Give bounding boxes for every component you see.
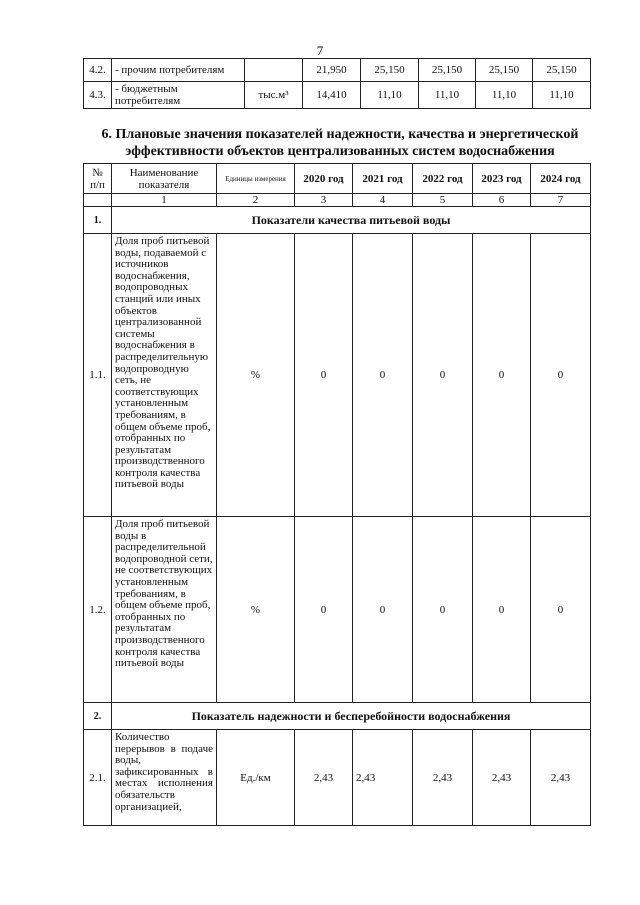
value-cell: 11,10 <box>361 82 419 109</box>
value-cell: 0 <box>413 517 473 703</box>
column-number: 3 <box>295 194 353 207</box>
row-number: 4.2. <box>84 59 112 82</box>
value-cell: 25,150 <box>533 59 591 82</box>
row-number: 4.3. <box>84 82 112 109</box>
row-unit: Ед./км <box>217 730 295 826</box>
value-cell: 0 <box>413 234 473 517</box>
table-row <box>84 59 591 82</box>
value-cell: 25,150 <box>419 59 476 82</box>
value-cell: 2,43 <box>531 730 591 826</box>
value-cell: 25,150 <box>476 59 533 82</box>
section-number: 2. <box>84 703 112 730</box>
header-year: 2021 год <box>353 164 413 194</box>
value-cell: 2,43 <box>473 730 531 826</box>
table-header-row <box>84 164 591 194</box>
value-cell: 0 <box>295 517 353 703</box>
section-row <box>84 703 591 730</box>
value-cell: 2,43 <box>295 730 353 826</box>
value-cell: 21,950 <box>303 59 361 82</box>
page-number: 7 <box>316 43 324 58</box>
row-name: - бюджетным потребителям <box>112 82 245 109</box>
row-unit: % <box>217 234 295 517</box>
value-cell: 25,150 <box>361 59 419 82</box>
row-unit <box>245 59 303 82</box>
row-number: 1.2. <box>84 517 112 703</box>
value-cell: 0 <box>295 234 353 517</box>
top-table <box>83 58 591 109</box>
header-year: 2023 год <box>473 164 531 194</box>
table-row <box>84 517 591 703</box>
row-name: - прочим потребителям <box>112 59 245 82</box>
column-number: 2 <box>217 194 295 207</box>
section-heading: Показатель надежности и бесперебойности водоснабжения <box>112 703 591 730</box>
header-no: № п/п <box>84 164 112 194</box>
value-cell: 0 <box>473 517 531 703</box>
column-number: 5 <box>413 194 473 207</box>
value-cell: 11,10 <box>533 82 591 109</box>
section-row <box>84 207 591 234</box>
row-number: 1.1. <box>84 234 112 517</box>
column-number: 6 <box>473 194 531 207</box>
header-name: Наименование показателя <box>112 164 217 194</box>
value-cell: 0 <box>531 517 591 703</box>
table-row <box>84 234 591 517</box>
value-cell: 2,43 <box>413 730 473 826</box>
header-year: 2020 год <box>295 164 353 194</box>
row-number: 2.1. <box>84 730 112 826</box>
value-cell: 11,10 <box>476 82 533 109</box>
header-unit: Единицы измерения <box>217 164 295 194</box>
row-unit: % <box>217 517 295 703</box>
row-name: Доля проб питьевой воды, подаваемой с источников водоснабжения, водопроводных станций или иных объектов централизованной системы водоснабжения в распределительную водопроводную сеть, не соответствующих установленным требованиям, в общем объеме проб, отобранных по результатам производственного контроля качества питьевой воды <box>112 234 217 517</box>
column-number: 4 <box>353 194 413 207</box>
value-cell: 0 <box>353 517 413 703</box>
row-name: Доля проб питьевой воды в распределительной водопроводной сети, не соответствующих установленным требованиям, в общем объеме проб, отобранных по результатам производственного контроля качества питьевой воды <box>112 517 217 703</box>
row-name: Количество перерывов в подаче воды, зафиксированных в местах исполнения обязательств организацией, <box>112 730 217 826</box>
section-heading: Показатели качества питьевой воды <box>112 207 591 234</box>
value-cell: 11,10 <box>419 82 476 109</box>
value-cell: 0 <box>473 234 531 517</box>
section-title: 6. Плановые значения показателей надежности, качества и энергетической эффективности объектов централизованных систем водоснабжения <box>101 127 579 159</box>
header-year: 2022 год <box>413 164 473 194</box>
value-cell: 0 <box>531 234 591 517</box>
value-cell: 0 <box>353 234 413 517</box>
header-year: 2024 год <box>531 164 591 194</box>
column-number <box>84 194 112 207</box>
section-number: 1. <box>84 207 112 234</box>
column-number: 1 <box>112 194 217 207</box>
column-number: 7 <box>531 194 591 207</box>
table-row <box>84 82 591 109</box>
indicators-table <box>83 163 591 826</box>
column-numbers-row <box>84 194 591 207</box>
value-cell: 2,43 <box>353 730 413 826</box>
row-unit: тыс.м³ <box>245 82 303 109</box>
value-cell: 14,410 <box>303 82 361 109</box>
table-row <box>84 730 591 826</box>
